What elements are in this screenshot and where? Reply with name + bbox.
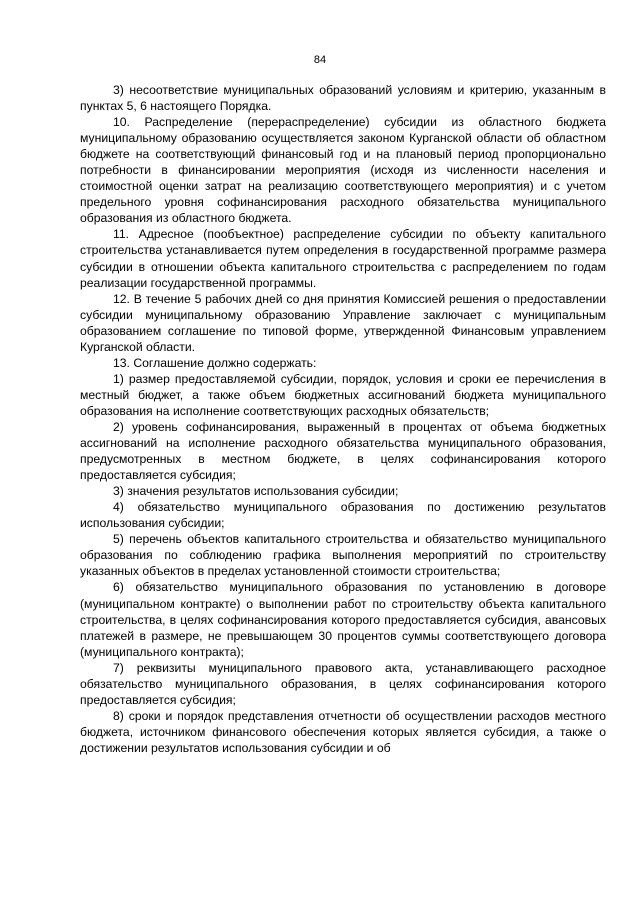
paragraph-10: 10. Распределение (перераспределение) субсидии из областного бюджета муниципальному образованию осуществляется законом Курганской области об областном бюджете на соответствующий финансовый год и на плановый период пропорционально потребности в финансировании мероприятия (исходя из численности населения и стоимостной оценки затрат на реализацию соответствующего мероприятия) и с учетом предельного уровня софинансирования расходного обязательства муниципального образования из областного бюджета. — [80, 115, 606, 226]
list-item-2: 2) уровень софинансирования, выраженный в процентах от объема бюджетных ассигнований на исполнение расходного обязательства муниципального образования, предусмотренных в местном бюджете, в целях софинансирования которого предоставляется субсидия; — [80, 419, 606, 483]
list-item-6: 6) обязательство муниципального образования по установлению в договоре (муниципальном контракте) о выполнении работ по строительству объекта капитального строительства, в целях софинансирования которого предоставляется субсидия, авансовых платежей в размере, не превышающем 30 процентов суммы соответствующего договора (муниципального контракта); — [80, 580, 606, 659]
document-body — [80, 82, 606, 756]
list-item-7: 7) реквизиты муниципального правового акта, устанавливающего расходное обязательство муниципального образования, в целях софинансирования которого предоставляется субсидия; — [80, 660, 606, 707]
paragraph-13: 13. Соглашение должно содержать: — [113, 355, 317, 370]
paragraph-12: 12. В течение 5 рабочих дней со дня принятия Комиссией решения о предоставлении субсидии муниципальному образованию Управление заключает с муниципальным образованием соглашение по типовой форме, утвержденной Финансовым управлением Курганской области. — [80, 291, 606, 354]
list-item-4: 4) обязательство муниципального образования по достижению результатов использования субсидии; — [80, 500, 606, 531]
list-item-8: 8) сроки и порядок представления отчетности об осуществлении расходов местного бюджета, источником финансового обеспечения которых является субсидия, а также о достижении результатов использования субсидии и об — [80, 708, 606, 755]
page-number: 84 — [313, 54, 327, 66]
list-item-3: 3) значения результатов использования субсидии; — [113, 484, 399, 499]
paragraph-item-3: 3) несоответствие муниципальных образований условиям и критерию, указанным в пунктах 5, 6 настоящего Порядка. — [80, 83, 606, 114]
list-item-5: 5) перечень объектов капитального строительства и обязательство муниципального образования по соблюдению графика выполнения мероприятий по строительству указанных объектов в пределах установленной стоимости строительства; — [80, 532, 606, 579]
paragraph-11: 11. Адресное (пообъектное) распределение субсидии по объекту капитального строительства устанавливается путем определения в государственной программе размера субсидии в отношении объекта капитального строительства с распределением по годам реализации государственной программы. — [80, 227, 606, 290]
list-item-1: 1) размер предоставляемой субсидии, порядок, условия и сроки ее перечисления в местный бюджет, а также объем бюджетных ассигнований бюджета муниципального образования на исполнение соответствующих расходных обязательств; — [80, 371, 606, 418]
